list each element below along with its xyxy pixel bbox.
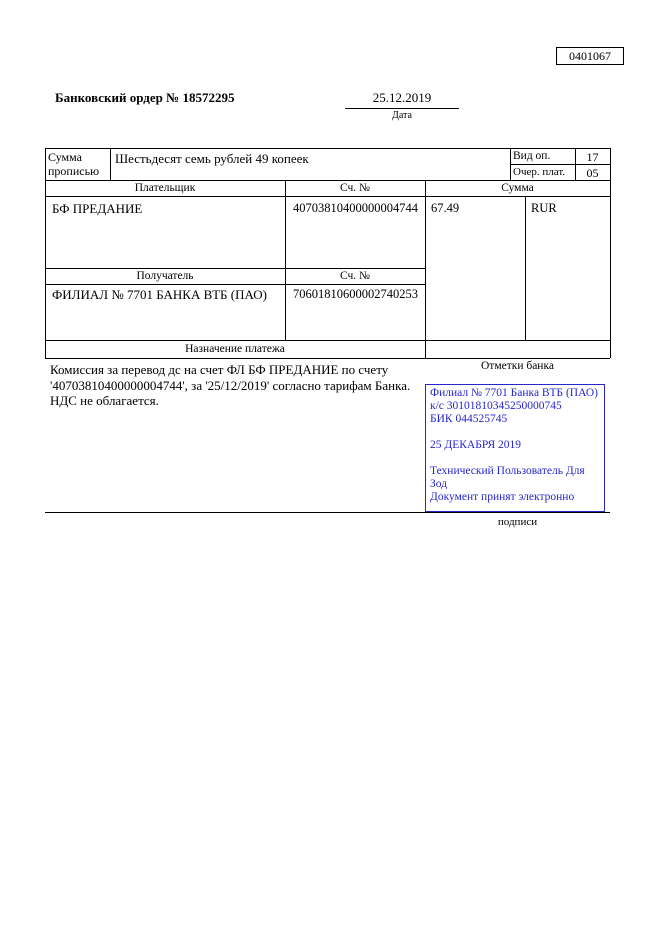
table-line bbox=[285, 180, 286, 340]
date-label: Дата bbox=[392, 110, 412, 121]
payer-name: БФ ПРЕДАНИЕ bbox=[52, 201, 143, 216]
stamp-spacer bbox=[430, 426, 600, 439]
purpose-text: Комиссия за перевод дс на счет ФЛ БФ ПРЕДАНИЕ по счету '40703810400000004744', за '25/12/2019' согласно тарифам Банка. НДС не облагается. bbox=[50, 362, 411, 408]
table-line bbox=[425, 180, 426, 358]
amount-in-words: Шестьдесят семь рублей 49 копеек bbox=[115, 151, 309, 166]
amount-column-header: Сумма bbox=[501, 182, 534, 194]
bank-stamp-box bbox=[425, 384, 605, 512]
table-line bbox=[510, 148, 511, 180]
op-type-label: Вид оп. bbox=[513, 150, 551, 162]
payee-section-header: Получатель bbox=[136, 270, 194, 282]
stamp-note: Документ принят электронно bbox=[430, 491, 575, 503]
table-line bbox=[610, 148, 611, 358]
date-value: 25.12.2019 bbox=[345, 90, 459, 109]
stamp-operator: Технический Пользователь Для Зод bbox=[430, 465, 585, 490]
table-line bbox=[45, 148, 46, 358]
form-code: 0401067 bbox=[569, 49, 611, 63]
document-title: Банковский ордер № 18572295 bbox=[55, 90, 235, 105]
table-line bbox=[45, 358, 610, 359]
form-code-box bbox=[556, 47, 624, 65]
table-line bbox=[525, 196, 526, 340]
table-line bbox=[45, 180, 610, 181]
amount-currency: RUR bbox=[531, 201, 557, 215]
purpose-header: Назначение платежа bbox=[185, 343, 285, 355]
payee-account-header: Сч. № bbox=[339, 270, 371, 282]
payment-order-label: Очер. плат. bbox=[513, 166, 566, 178]
stamp-corr-account: к/с 30101810345250000745 bbox=[430, 400, 562, 412]
payer-account-number: 40703810400000004744 bbox=[293, 201, 418, 215]
stamp-bik: БИК 044525745 bbox=[430, 413, 508, 425]
payee-account-number: 70601810600002740253 bbox=[293, 287, 418, 301]
table-line bbox=[110, 148, 111, 180]
table-line bbox=[45, 340, 610, 341]
payment-order-value: 05 bbox=[586, 166, 599, 180]
stamp-date: 25 ДЕКАБРЯ 2019 bbox=[430, 439, 522, 451]
payer-section-header: Плательщик bbox=[134, 182, 196, 194]
table-line bbox=[45, 268, 425, 269]
table-line bbox=[45, 512, 610, 513]
stamp-spacer bbox=[430, 452, 600, 465]
payee-name: ФИЛИАЛ № 7701 БАНКА ВТБ (ПАО) bbox=[52, 287, 267, 302]
op-type-value: 17 bbox=[586, 150, 599, 164]
amount-in-words-label: Сумма прописью bbox=[48, 150, 100, 178]
signatures-label: подписи bbox=[497, 516, 538, 528]
amount-value: 67.49 bbox=[431, 201, 460, 215]
stamp-branch: Филиал № 7701 Банка ВТБ (ПАО) bbox=[430, 387, 598, 399]
payer-account-header: Сч. № bbox=[339, 182, 371, 194]
table-line bbox=[45, 284, 425, 285]
bank-marks-header: Отметки банка bbox=[481, 360, 554, 372]
date-block bbox=[345, 90, 459, 121]
table-line bbox=[45, 148, 610, 149]
